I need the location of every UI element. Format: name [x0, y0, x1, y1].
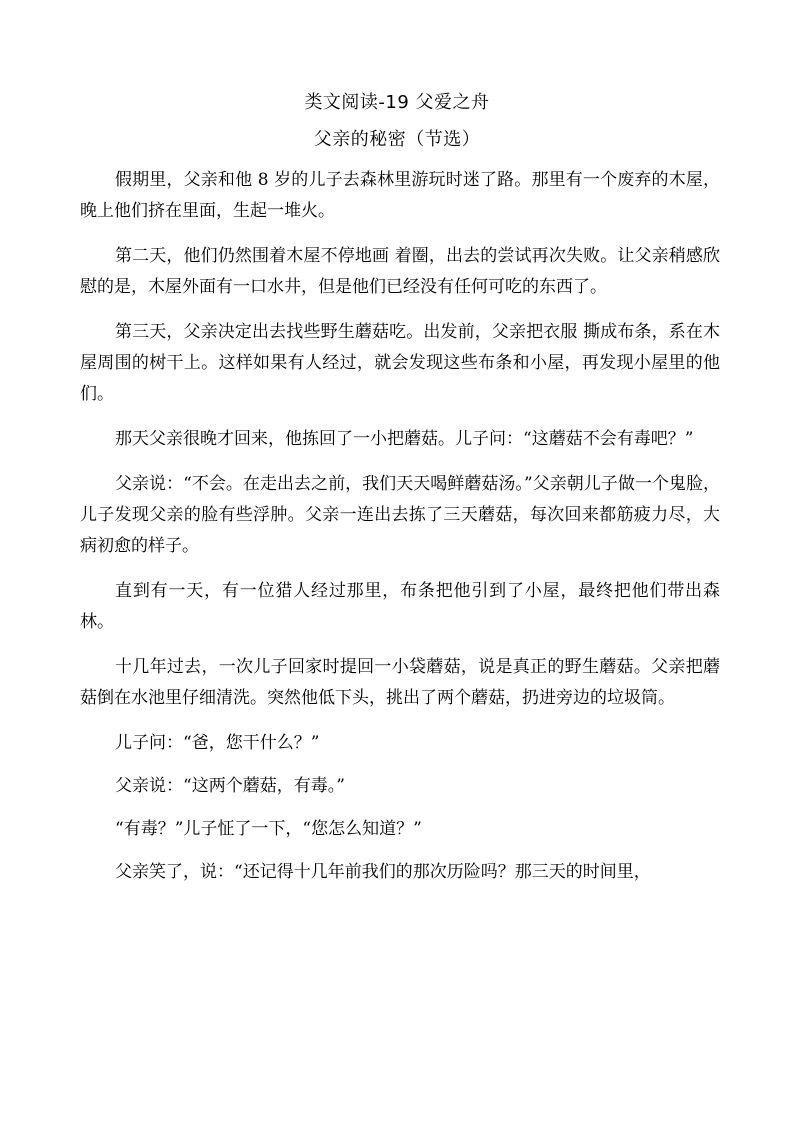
paragraph: 第二天，他们仍然围着木屋不停地画 着圈，出去的尝试再次失败。让父亲稍感欣慰的是，木屋外面有一口水井，但是他们已经没有任何可吃的东西了。	[80, 246, 720, 297]
paragraph: 第三天，父亲决定出去找些野生蘑菇吃。出发前，父亲把衣服 撕成布条，系在木屋周围的树干上。这样如果有人经过，就会发现这些布条和小屋，再发现小屋里的他们。	[80, 322, 720, 404]
paragraph: 假期里，父亲和他 8 岁的儿子去森林里游玩时迷了路。那里有一个废弃的木屋，晚上他们挤在里面，生起一堆火。	[80, 170, 720, 221]
paragraph: 儿子问：“爸，您干什么？”	[115, 733, 320, 753]
paragraph: 父亲说：“不会。在走出去之前，我们天天喝鲜蘑菇汤。”父亲朝儿子做一个鬼脸，儿子发现父亲的脸有些浮肿。父亲一连出去拣了三天蘑菇，每次回来都筋疲力尽，大病初愈的样子。	[80, 474, 720, 556]
document-title: 类文阅读-19 父爱之舟	[304, 92, 490, 113]
paragraph: 父亲说：“这两个蘑菇，有毒。”	[115, 776, 345, 796]
paragraph: 父亲笑了，说：“还记得十几年前我们的那次历险吗？那三天的时间里，	[115, 862, 651, 882]
article-body	[80, 165, 720, 900]
paragraph: 十几年过去，一次儿子回家时提回一小袋蘑菇，说是真正的野生蘑菇。父亲把蘑菇倒在水池里仔细清洗。突然他低下头，挑出了两个蘑菇，扔进旁边的垃圾筒。	[80, 657, 720, 708]
document-subtitle: 父亲的秘密（节选）	[313, 129, 481, 150]
paragraph: 那天父亲很晚才回来，他拣回了一小把蘑菇。儿子问：“这蘑菇不会有毒吧？”	[115, 429, 694, 449]
paragraph: 直到有一天，有一位猎人经过那里，布条把他引到了小屋，最终把他们带出森林。	[80, 581, 720, 632]
paragraph: “有毒？”儿子怔了一下，“您怎么知道？”	[115, 819, 422, 839]
